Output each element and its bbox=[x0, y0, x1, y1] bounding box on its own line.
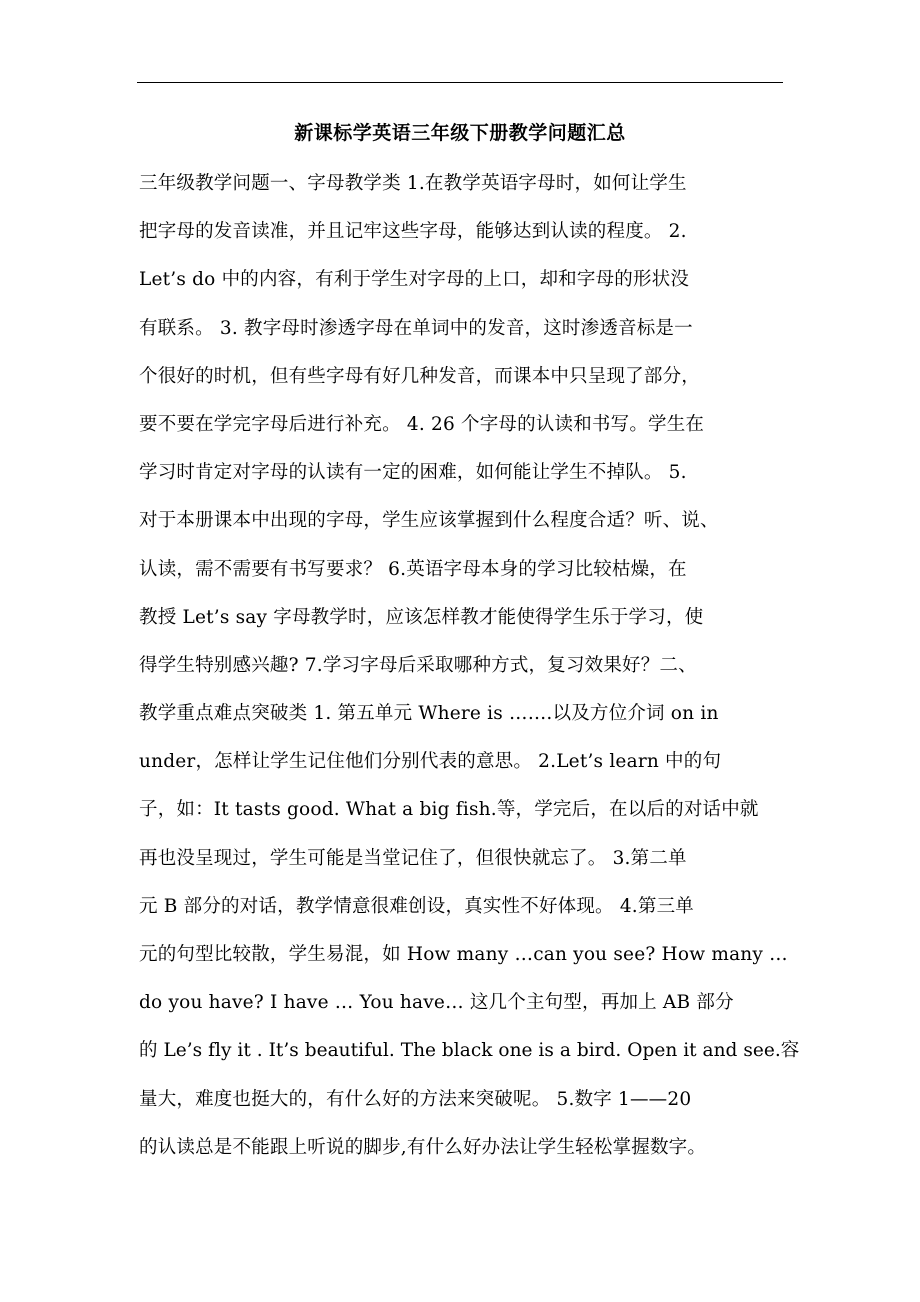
header-rule bbox=[137, 82, 783, 83]
body-line: 得学生特别感兴趣? 7.学习字母后采取哪种方式，复习效果好？二、 bbox=[139, 654, 697, 676]
body-line: 三年级教学问题一、字母教学类 1.在教学英语字母时，如何让学生 bbox=[139, 173, 687, 194]
body-line: 再也没呈现过，学生可能是当堂记住了，但很快就忘了。 3.第二单 bbox=[139, 847, 687, 869]
body-line: 量大，难度也挺大的，有什么好的方法来突破呢。 5.数字 1——20 bbox=[139, 1088, 692, 1110]
body-line: Let’s do 中的内容，有利于学生对字母的上口，却和字母的形状没 bbox=[139, 269, 690, 291]
body-line: 教学重点难点突破类 1. 第五单元 Where is …….以及方位介词 on in bbox=[139, 703, 719, 725]
document-title: 新课标学英语三年级下册教学问题汇总 bbox=[294, 122, 626, 144]
body-line: 子，如：It tasts good. What a big fish.等，学完后，在以后的对话中就 bbox=[139, 799, 759, 821]
body-line: do you have? I have … You have… 这几个主句型，再加上 AB 部分 bbox=[139, 992, 734, 1014]
body-line: 有联系。 3. 教字母时渗透字母在单词中的发音，这时渗透音标是一 bbox=[139, 317, 693, 339]
body-line: 教授 Let’s say 字母教学时，应该怎样教才能使得学生乐于学习，使 bbox=[139, 606, 704, 628]
body-line: 元的句型比较散，学生易混，如 How many …can you see? How many … bbox=[139, 944, 788, 965]
body-line: 元 B 部分的对话，教学情意很难创设，真实性不好体现。 4.第三单 bbox=[139, 895, 694, 917]
body-line: 的 Le’s fly it . It’s beautiful. The black one is a bird. Open it and see.容 bbox=[139, 1040, 800, 1062]
body-line: 学习时肯定对字母的认读有一定的困难，如何能让学生不掉队。 5. bbox=[139, 462, 687, 484]
body-line: 认读，需不需要有书写要求？ 6.英语字母本身的学习比较枯燥，在 bbox=[139, 558, 687, 580]
body-line: 个很好的时机，但有些字母有好几种发音，而课本中只呈现了部分， bbox=[139, 365, 701, 387]
body-line: 对于本册课本中出现的字母，学生应该掌握到什么程度合适？听、说、 bbox=[139, 510, 719, 532]
body-line: 把字母的发音读准，并且记牢这些字母，能够达到认读的程度。 2. bbox=[139, 221, 687, 243]
body-line: under，怎样让学生记住他们分别代表的意思。 2.Let’s learn 中的句 bbox=[139, 751, 722, 773]
document-body bbox=[139, 164, 799, 1176]
body-line: 的认读总是不能跟上听说的脚步,有什么好办法让学生轻松掌握数字。 bbox=[139, 1136, 707, 1158]
body-line: 要不要在学完字母后进行补充。 4. 26 个字母的认读和书写。学生在 bbox=[139, 413, 705, 435]
